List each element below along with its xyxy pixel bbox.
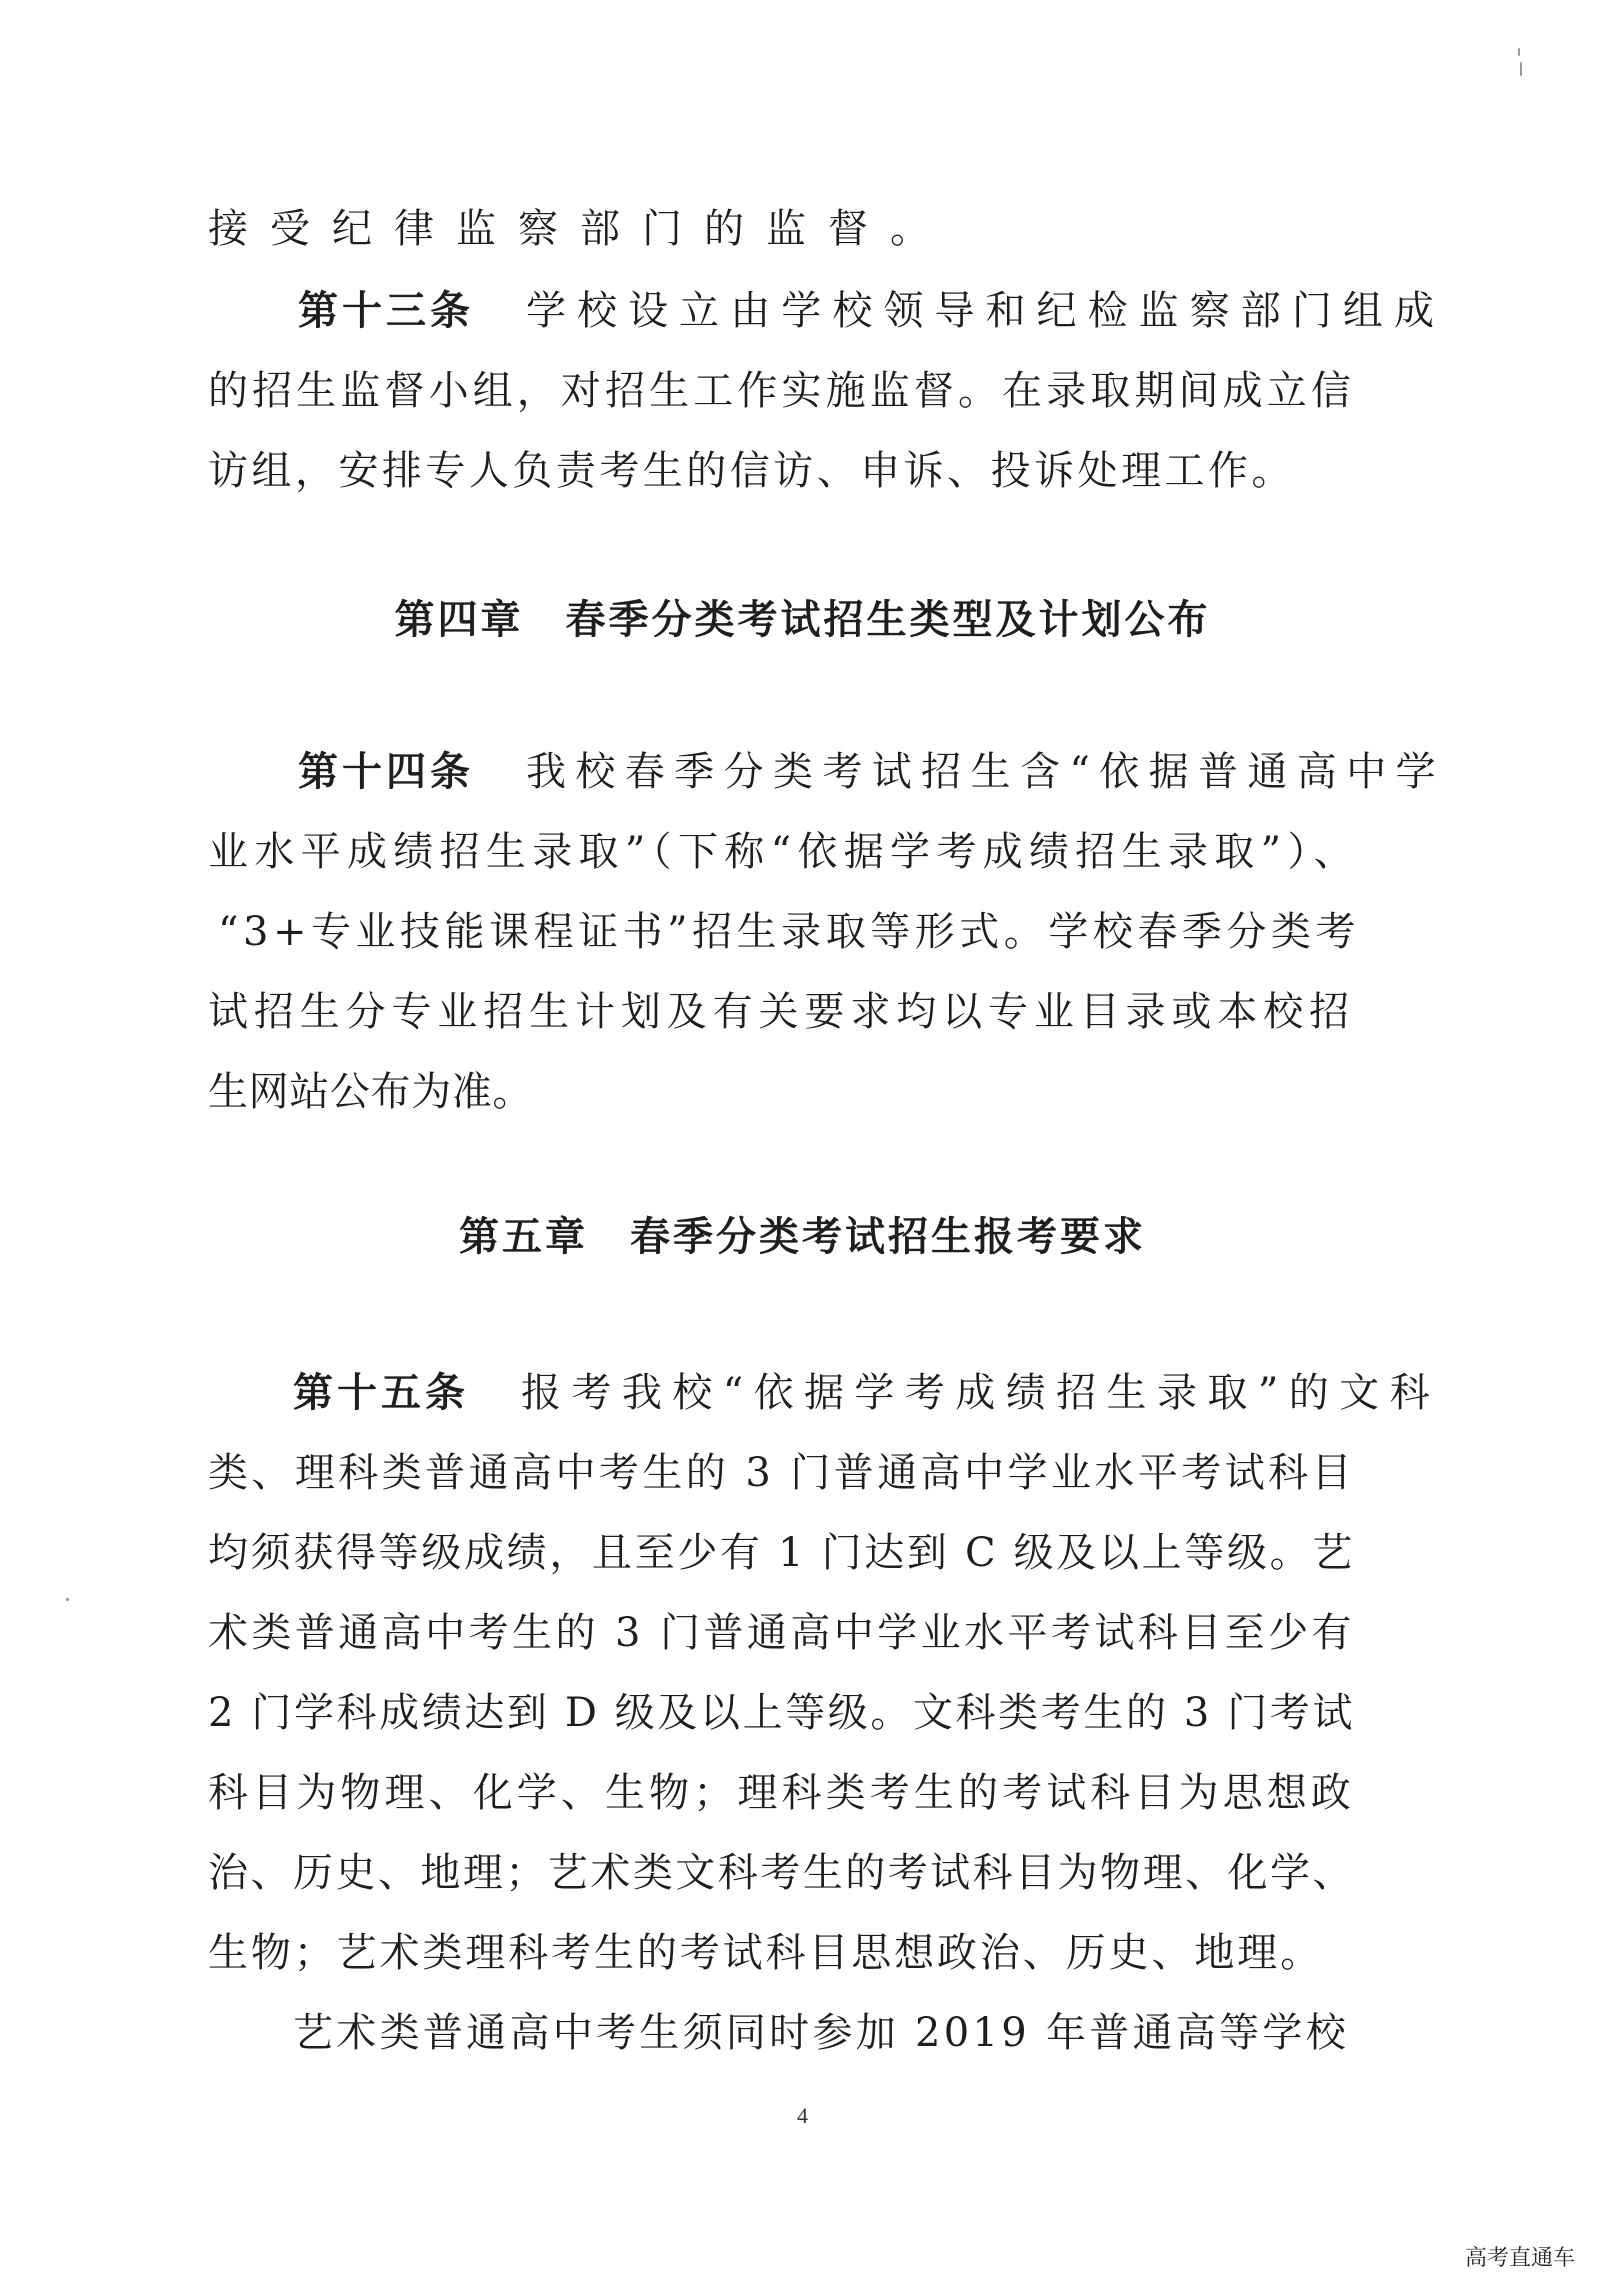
chapter-4-number: 第四章 bbox=[394, 597, 524, 643]
body-line: 生网站公布为准。 bbox=[208, 1069, 533, 1115]
chapter-5-title: 春季分类考试招生报考要求 bbox=[630, 1214, 1146, 1260]
article-14-label: 第十四条 bbox=[298, 749, 474, 795]
body-line: 试招生分专业招生计划及有关要求均以专业目录或本校招 bbox=[208, 989, 1355, 1035]
body-line: 2 门学科成绩达到 D 级及以上等级。文科类考生的 3 门考试 bbox=[208, 1690, 1355, 1736]
scan-speck bbox=[1520, 62, 1522, 76]
chapter-4-heading bbox=[0, 597, 1605, 643]
chapter-5-heading bbox=[0, 1214, 1605, 1260]
article-14-text: 我校春季分类考试招生含“依据普通高中学 bbox=[526, 749, 1445, 795]
chapter-4-title: 春季分类考试招生类型及计划公布 bbox=[565, 597, 1211, 643]
article-13-first-line bbox=[298, 288, 1445, 334]
body-line: 科目为物理、化学、生物；理科类考生的考试科目为思想政 bbox=[208, 1770, 1355, 1816]
body-line: 类、理科类普通高中考生的 3 门普通高中学业水平考试科目 bbox=[208, 1450, 1355, 1496]
body-line: “3+专业技能课程证书”招生录取等形式。学校春季分类考 bbox=[218, 909, 1360, 955]
body-line: 业水平成绩招生录取”（下称“依据学考成绩招生录取”）、 bbox=[208, 829, 1360, 875]
body-line: 术类普通高中考生的 3 门普通高中学业水平考试科目至少有 bbox=[208, 1610, 1355, 1656]
body-line: 艺术类普通高中考生须同时参加 2019 年普通高等学校 bbox=[293, 2010, 1349, 2056]
article-15-first-line bbox=[293, 1370, 1440, 1416]
body-line: 治、历史、地理；艺术类文科考生的考试科目为物理、化学、 bbox=[208, 1850, 1355, 1896]
body-line: 接受纪律监察部门的监督。 bbox=[208, 206, 952, 252]
page-number: 4 bbox=[797, 2103, 808, 2128]
article-13-text: 学校设立由学校领导和纪检监察部门组成 bbox=[526, 288, 1445, 334]
body-line: 的招生监督小组，对招生工作实施监督。在录取期间成立信 bbox=[208, 368, 1355, 414]
chapter-5-number: 第五章 bbox=[459, 1214, 588, 1260]
article-15-label: 第十五条 bbox=[293, 1370, 469, 1416]
scan-speck bbox=[1518, 48, 1520, 56]
body-line: 访组，安排专人负责考生的信访、申诉、投诉处理工作。 bbox=[208, 448, 1295, 494]
scan-speck bbox=[66, 1598, 69, 1601]
body-line: 生物；艺术类理科考生的考试科目思想政治、历史、地理。 bbox=[208, 1930, 1323, 1976]
article-15-text: 报考我校“依据学考成绩招生录取”的文科 bbox=[521, 1370, 1440, 1416]
article-13-label: 第十三条 bbox=[298, 288, 474, 334]
body-line: 均须获得等级成绩，且至少有 1 门达到 C 级及以上等级。艺 bbox=[208, 1530, 1355, 1576]
article-14-first-line bbox=[298, 749, 1445, 795]
watermark: 高考直通车 bbox=[1464, 2246, 1575, 2271]
